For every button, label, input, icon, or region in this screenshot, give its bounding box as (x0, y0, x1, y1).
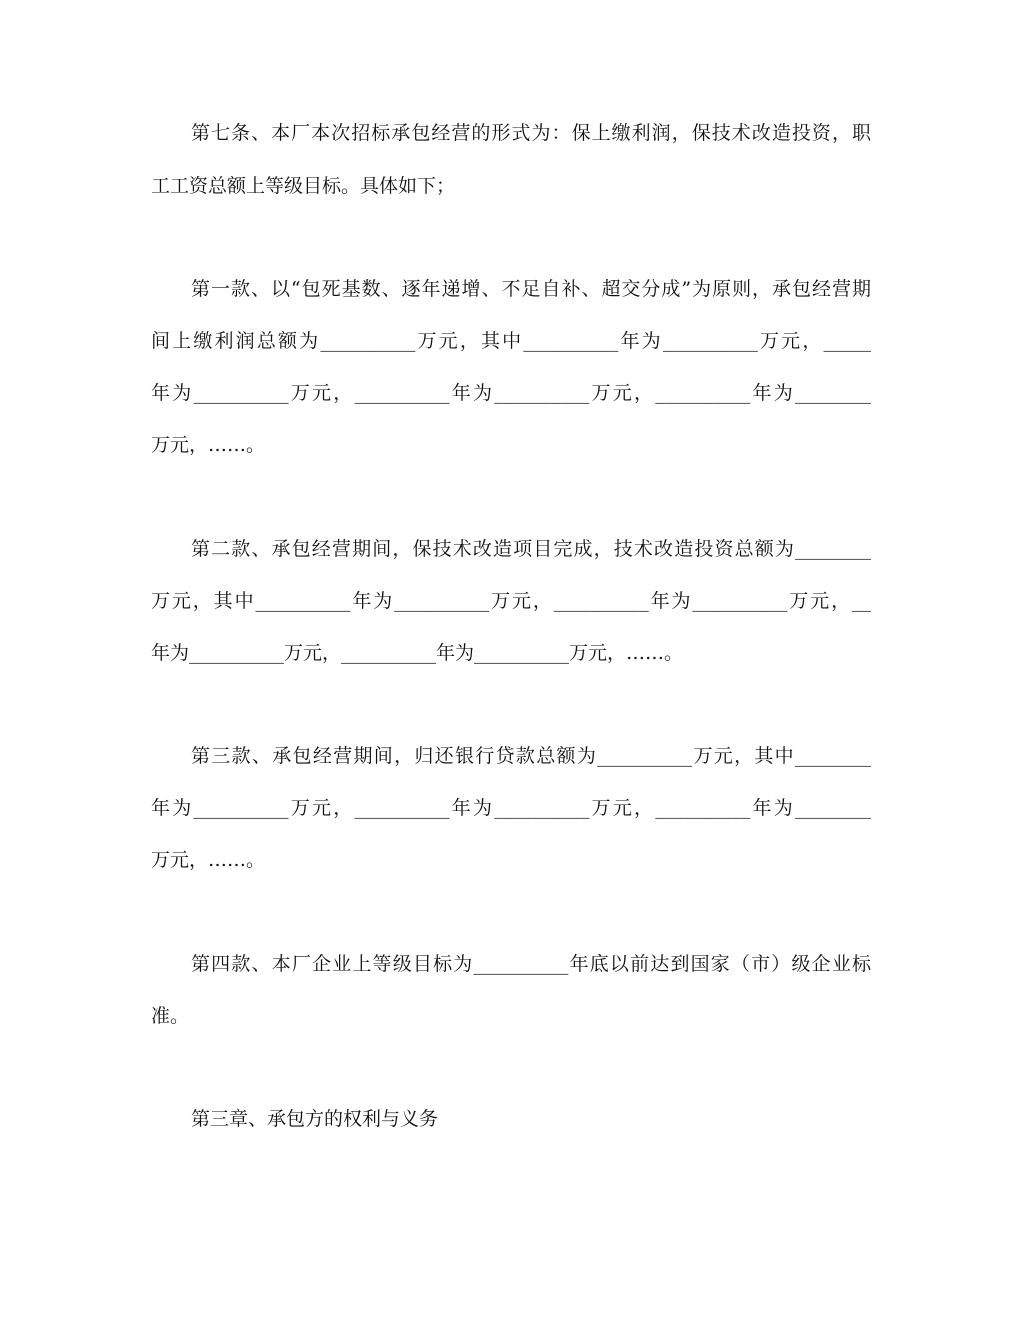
clause-2-line-3: 年为__________万元，__________年为__________万元，……。 (151, 642, 684, 664)
clause-3-line-3: 万元，……。 (151, 849, 266, 871)
clause-1-line-4: 万元，……。 (151, 434, 266, 456)
clause-3-line-2: 年为__________万元，__________年为__________万元，__________年为________ (151, 797, 871, 819)
clause-1-line-1: 第一款、以“包死基数、逐年递增、不足自补、超交分成”为原则，承包经营期 (191, 278, 871, 300)
article-7-line-2: 工工资总额上等级目标。具体如下； (151, 175, 456, 197)
clause-1-line-2: 间上缴利润总额为__________万元，其中__________年为__________万元，_____ (151, 330, 871, 352)
clause-2-line-1: 第二款、承包经营期间，保技术改造项目完成，技术改造投资总额为________ (191, 538, 871, 560)
article-7-line-1: 第七条、本厂本次招标承包经营的形式为：保上缴利润，保技术改造投资，职 (191, 122, 871, 144)
chapter-3-heading: 第三章、承包方的权利与义务 (191, 1108, 439, 1130)
clause-2-line-2: 万元，其中__________年为__________万元，__________年为__________万元，__ (151, 590, 871, 612)
clause-1-line-3: 年为__________万元，__________年为__________万元，__________年为________ (151, 382, 871, 404)
clause-4-line-2: 准。 (151, 1005, 190, 1027)
clause-4-line-1: 第四款、本厂企业上等级目标为__________年底以前达到国家（市）级企业标 (191, 953, 871, 975)
clause-3-line-1: 第三款、承包经营期间，归还银行贷款总额为__________万元，其中________ (191, 745, 871, 767)
